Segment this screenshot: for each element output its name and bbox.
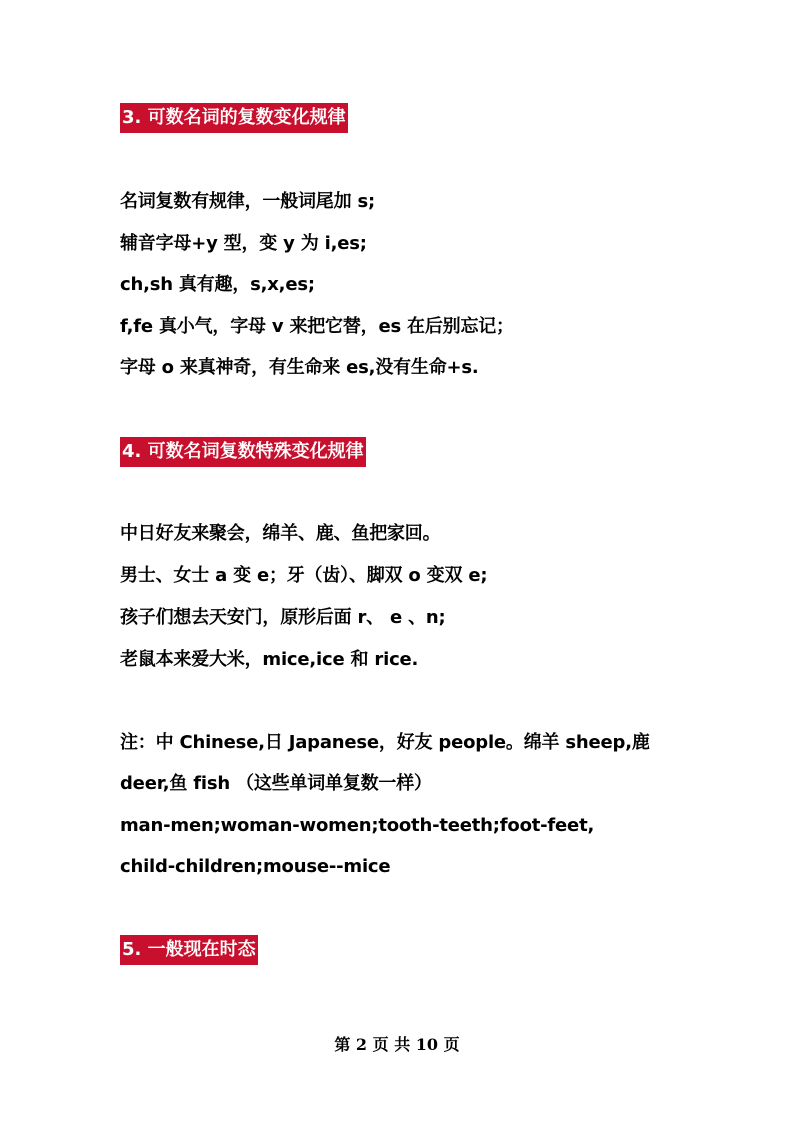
note-line: deer,鱼 fish （这些单词单复数一样） (120, 773, 432, 794)
rule-line: 辅音字母+y 型，变 y 为 i,es; (120, 233, 367, 254)
rule-line: 孩子们想去天安门，原形后面 r、 e 、n; (120, 607, 446, 628)
rule-line: ch,sh 真有趣，s,x,es; (120, 274, 315, 295)
section-heading-4: 4. 可数名词复数特殊变化规律 (120, 437, 366, 467)
rule-line: 字母 o 来真神奇，有生命来 es,没有生命+s. (120, 357, 479, 378)
rule-line: 老鼠本来爱大米，mice,ice 和 rice. (120, 649, 419, 670)
page-footer: 第 2 页 共 10 页 (334, 1035, 460, 1054)
rule-line: 男士、女士 a 变 e；牙（齿）、脚双 o 变双 e; (120, 565, 488, 586)
section-heading-5: 5. 一般现在时态 (120, 935, 258, 965)
note-line: man-men;woman-women;tooth-teeth;foot-feet, (120, 815, 595, 836)
rule-line: f,fe 真小气，字母 v 来把它替，es 在后别忘记； (120, 316, 514, 337)
rule-line: 中日好友来聚会，绵羊、鹿、鱼把家回。 (120, 523, 441, 544)
section-heading-3: 3. 可数名词的复数变化规律 (120, 103, 348, 133)
note-line: child-children;mouse--mice (120, 856, 391, 877)
note-line: 注：中 Chinese,日 Japanese，好友 people。绵羊 sheep,鹿 (120, 732, 650, 753)
rule-line: 名词复数有规律，一般词尾加 s; (120, 191, 375, 212)
